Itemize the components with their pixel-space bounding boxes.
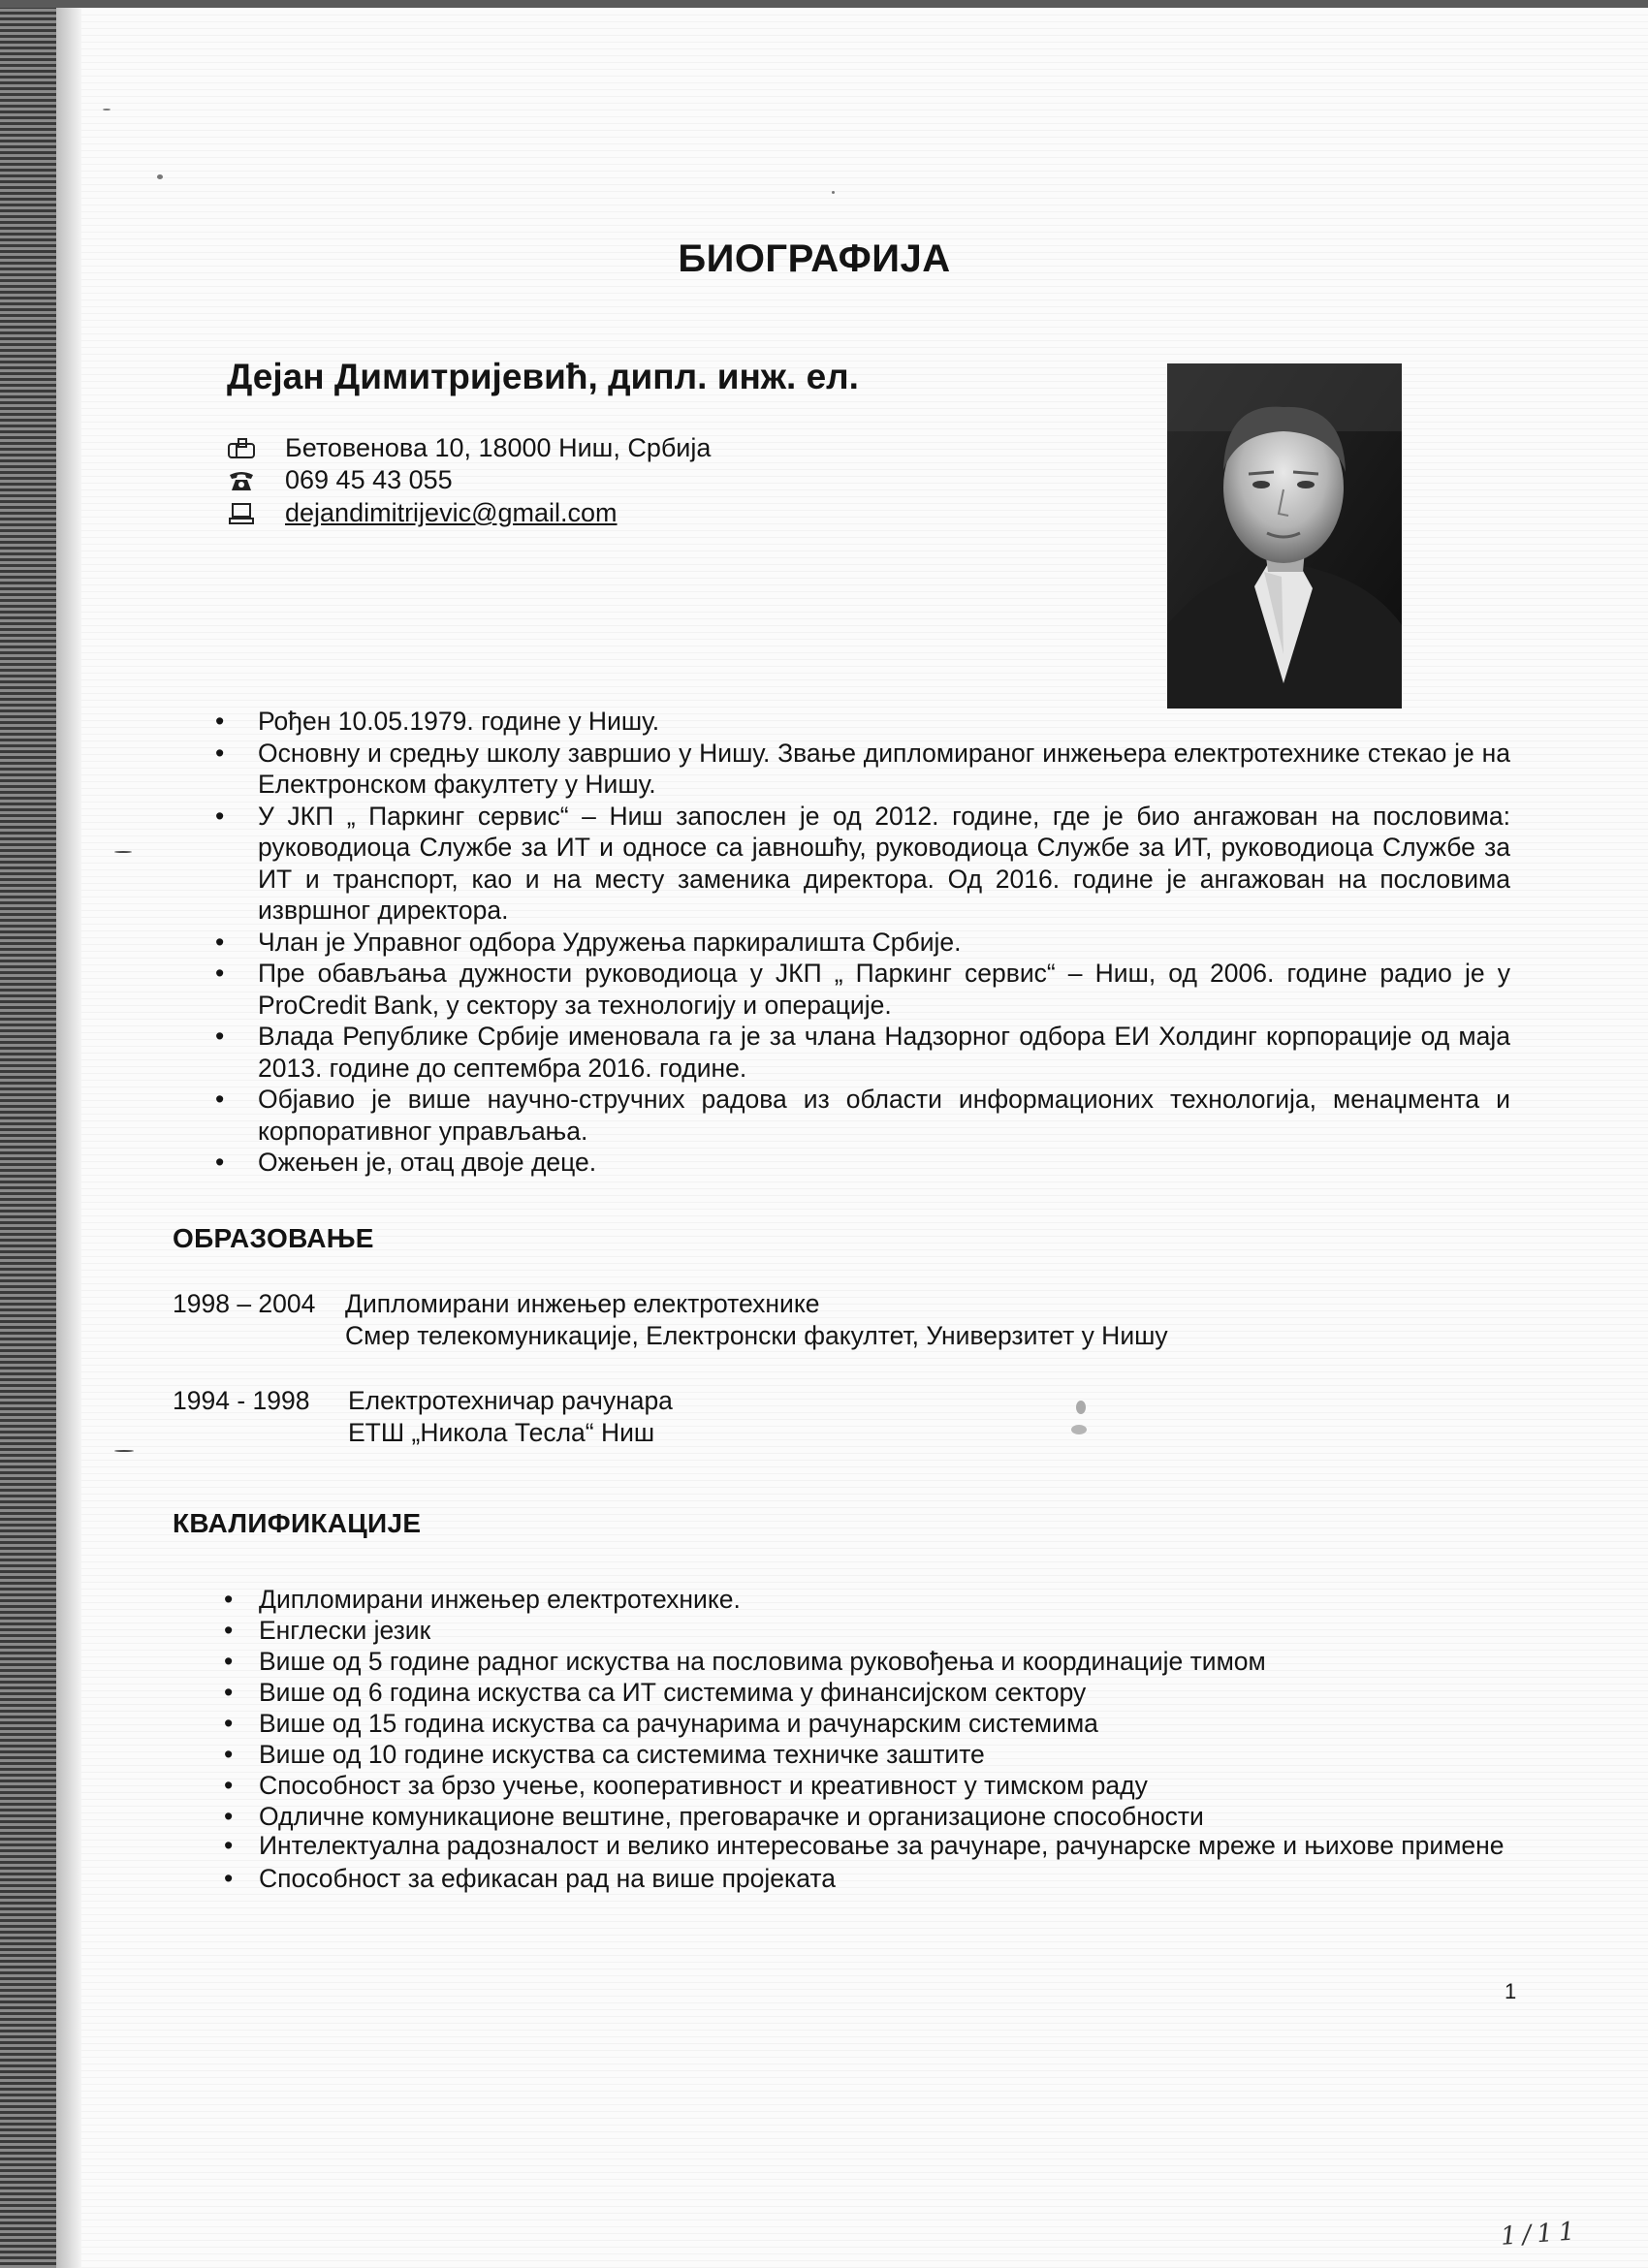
scan-top-edge <box>0 0 1648 8</box>
biography-list <box>258 706 1510 1179</box>
qualification-item: • Интелектуална радозналост и велико интересовање за рачунаре, рачунарске мреже и њихове примене <box>259 1832 1516 1859</box>
qualification-item: • Више од 10 године искуства са системима техничке заштите <box>259 1739 1516 1770</box>
education-degree: Дипломирани инжењер електротехнике <box>345 1289 820 1318</box>
address-text: Бетовенова 10, 18000 Ниш, Србија <box>285 433 712 462</box>
qualification-item: • Способност за ефикасан рад на више пројеката <box>259 1863 1516 1894</box>
contact-email <box>227 498 618 528</box>
biography-item: • Објавио је више научно-стручних радова из области информационих технологија, менаџмента и корпоративног управљања. <box>258 1084 1510 1147</box>
qualification-item: • Одличне комуникационе вештине, преговарачке и организационе способности <box>259 1801 1516 1832</box>
education-years: 1998 – 2004 <box>173 1289 316 1318</box>
biography-item: • Пре обављања дужности руководиоца у ЈКП „ Паркинг сервис“ – Ниш, од 2006. године радио је у ProCredit Bank, у сектору за технологију и операције. <box>258 958 1510 1021</box>
biography-item: • Ожењен је, отац двоје деце. <box>258 1147 1510 1179</box>
qualifications-heading: КВАЛИФИКАЦИЈЕ <box>173 1508 422 1538</box>
education-school: ЕТШ „Никола Тесла“ Ниш <box>348 1418 655 1447</box>
scan-speck <box>114 851 132 853</box>
qualification-item: • Више од 15 година искуства са рачунарима и рачунарским системима <box>259 1708 1516 1739</box>
biography-item: • Рођен 10.05.1979. године у Нишу. <box>258 706 1510 738</box>
mailbox-icon <box>227 437 256 460</box>
qualifications-list <box>259 1584 1516 1894</box>
qualification-item: • Енглески језик <box>259 1615 1516 1646</box>
scan-speck <box>103 109 111 110</box>
person-name: Дејан Димитријевић, дипл. инж. ел. <box>227 357 859 396</box>
phone-text: 069 45 43 055 <box>285 465 453 494</box>
scan-speck <box>157 174 163 179</box>
scan-edge <box>0 0 56 2268</box>
document-title: БИОГРАФИЈА <box>678 237 951 280</box>
contact-address <box>227 433 711 463</box>
qualification-item: • Више од 6 година искуства са ИТ системима у финансијском сектору <box>259 1677 1516 1708</box>
biography-item: • У ЈКП „ Паркинг сервис“ – Ниш запослен је од 2012. године, где је био ангажован на пословима: руководиоца Службе за ИТ и односе са јавношћу, руководиоца Службе за ИТ, руководиоца Службе за ИТ и транспорт, као и на месту заменика директора. Од 2016. године је ангажован на пословима извршног директора. <box>258 801 1510 927</box>
scan-speck <box>1071 1425 1087 1434</box>
computer-icon <box>227 502 256 525</box>
scan-speck <box>114 1450 134 1452</box>
biography-item: • Влада Републике Србије именовала га је за члана Надзорног одбора ЕИ Холдинг корпорације од маја 2013. године до септембра 2016. године. <box>258 1021 1510 1084</box>
biography-item: • Основну и средњу школу завршио у Нишу. Звање дипломираног инжењера електротехнике стекао је на Електронском факултету у Нишу. <box>258 738 1510 801</box>
education-degree: Електротехничар рачунара <box>348 1386 673 1415</box>
biography-item: • Члан је Управног одбора Удружења паркиралишта Србије. <box>258 927 1510 959</box>
contact-phone <box>227 465 453 495</box>
scan-speck <box>832 191 835 194</box>
email-link[interactable]: dejandimitrijevic@gmail.com <box>285 498 618 527</box>
education-years: 1994 - 1998 <box>173 1386 310 1415</box>
education-heading: ОБРАЗОВАЊЕ <box>173 1223 374 1253</box>
qualification-item: • Више од 5 године радног искуства на пословима руковођења и координације тимом <box>259 1646 1516 1677</box>
portrait-photo <box>1167 363 1402 709</box>
qualification-item: • Дипломирани инжењер електротехнике. <box>259 1584 1516 1615</box>
qualification-item: • Способност за брзо учење, кооперативност и креативност у тимском раду <box>259 1770 1516 1801</box>
scan-edge-shadow <box>56 0 81 2268</box>
scan-speck <box>1076 1401 1086 1414</box>
education-school: Смер телекомуникације, Електронски факултет, Универзитет у Нишу <box>345 1321 1168 1350</box>
telephone-icon <box>227 469 256 492</box>
page-number: 1 <box>1505 1979 1517 2003</box>
handwritten-page-note: 1/11 <box>1500 2217 1582 2252</box>
